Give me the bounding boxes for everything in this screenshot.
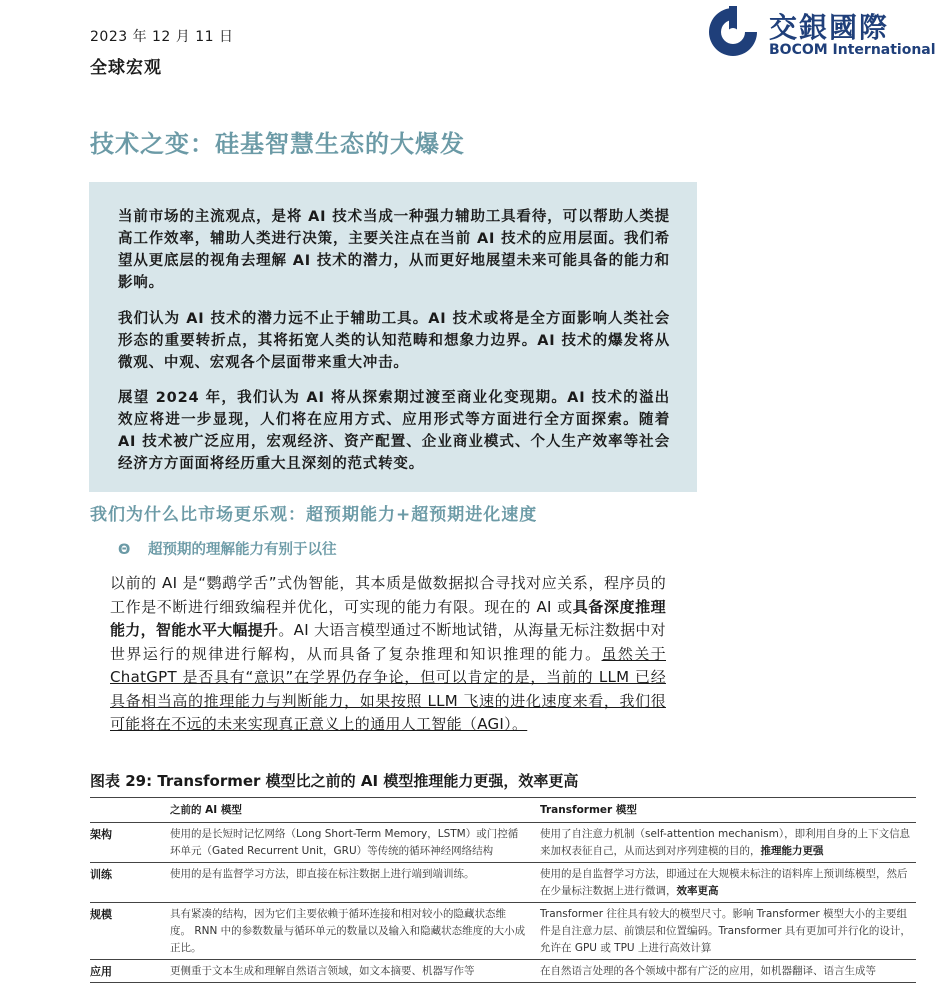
- body-paragraph: [110, 572, 666, 737]
- table-header-cell: Transformer 模型: [540, 798, 916, 823]
- summary-paragraph: 展望 2024 年，我们认为 AI 将从探索期过渡至商业化变现期。AI 技术的溢出效应将进一步显现，人们将在应用方式、应用形式等方面进行全方面探索。随着 AI 技术被广泛应用，宏观经济、资产配置、企业商业模式、个人生产效率等社会经济方方面面将经历重大且深刻的范式转变。: [118, 390, 670, 472]
- body-text-bold: 具备深度推理能力，智能水平大幅提升: [110, 597, 666, 639]
- bocom-logo: [705, 4, 936, 60]
- transformer-cell: [540, 960, 916, 983]
- page-title: 技术之变：硅基智慧生态的大爆发: [90, 130, 465, 158]
- logo-chinese-name: 交銀國際: [769, 11, 890, 44]
- prev-model-cell: 更侧重于文本生成和理解自然语言领域，如文本摘要、机器写作等: [170, 960, 540, 983]
- body-text-part2: 。AI 大语言模型通过不断地试错，从海量无标注数据中对世界运行的规律进行解构，从而具备了复杂推理和知识推理的能力。: [110, 621, 666, 663]
- table-header-row: [90, 798, 916, 823]
- logo-english-name: BOCOM International: [769, 42, 936, 58]
- transformer-cell-text: 使用了自注意力机制（self-attention mechanism），即利用自身的上下文信息来加权表征自己，从而达到对序列建模的目的，: [540, 828, 911, 857]
- bocom-logo-icon: [705, 4, 761, 60]
- transformer-cell: [540, 903, 916, 960]
- transformer-cell: [540, 863, 916, 903]
- table-header-cell: [90, 798, 170, 823]
- transformer-cell: [540, 823, 916, 863]
- report-date: 2023 年 12 月 11 日: [90, 29, 234, 45]
- transformer-cell-text: Transformer 往往具有较大的模型尺寸。影响 Transformer 模型大小的主要组件是自注意力层、前馈层和位置编码。Transformer 具有更加可并行化的设计，允许在 GPU 或 TPU 上进行高效计算: [540, 908, 911, 954]
- summary-paragraph: 我们认为 AI 技术的潜力远不止于辅助工具。AI 技术或将是全方面影响人类社会形态的重要转折点，其将拓宽人类的认知范畴和想象力边界。AI 技术的爆发将从微观、中观、宏观各个层面带来重大冲击。: [118, 311, 670, 371]
- figure-title: 图表 29: Transformer 模型比之前的 AI 模型推理能力更强，效率更高: [90, 772, 579, 790]
- theta-bullet-icon: Θ: [118, 542, 131, 558]
- row-label: 架构: [90, 823, 170, 863]
- prev-model-cell: 使用的是长短时记忆网络（Long Short-Term Memory，LSTM）或门控循环单元（Gated Recurrent Unit，GRU）等传统的循环神经网络结构: [170, 823, 540, 863]
- summary-paragraph: 当前市场的主流观点，是将 AI 技术当成一种强力辅助工具看待，可以帮助人类提高工作效率，辅助人类进行决策，主要关注点在当前 AI 技术的应用层面。我们希望从更底层的视角去理解 AI 技术的潜力，从而更好地展望未来可能具备的能力和影响。: [118, 209, 670, 291]
- subsection-heading: [118, 538, 337, 559]
- table-row: [90, 823, 916, 863]
- body-text-part1: 以前的 AI 是“鹦鹉学舌”式伪智能，其本质是做数据拟合寻找对应关系，程序员的工作是不断进行细致编程并优化，可实现的能力有限。现在的 AI 或: [110, 574, 666, 616]
- row-label: 训练: [90, 863, 170, 903]
- row-label: 规模: [90, 903, 170, 960]
- table-row: [90, 903, 916, 960]
- transformer-cell-highlight: 推理能力更强: [760, 845, 824, 857]
- section-heading: 我们为什么比市场更乐观：超预期能力+超预期进化速度: [90, 505, 538, 525]
- row-label: 应用: [90, 960, 170, 983]
- prev-model-cell: 具有紧凑的结构，因为它们主要依赖于循环连接和相对较小的隐藏状态维度。 RNN 中的参数数量与循环单元的数量以及输入和隐藏状态维度的大小成正比。: [170, 903, 540, 960]
- transformer-cell-highlight: 效率更高: [676, 885, 719, 897]
- report-series: 全球宏观: [90, 58, 162, 78]
- subsection-heading-text: 超预期的理解能力有别于以往: [148, 542, 337, 558]
- prev-model-cell: 使用的是有监督学习方法，即直接在标注数据上进行端到端训练。: [170, 863, 540, 903]
- table-row: [90, 863, 916, 903]
- comparison-table: [90, 797, 916, 983]
- transformer-cell-text: 在自然语言处理的各个领域中都有广泛的应用，如机器翻译、语言生成等: [540, 965, 876, 977]
- body-text-underlined: 虽然关于 ChatGPT 是否具有“意识”在学界仍存争论，但可以肯定的是，当前的 LLM 已经具备相当高的推理能力与判断能力，如果按照 LLM 飞速的进化速度来看，我们很可能将在不远的未来实现真正意义上的通用人工智能（AGI）。: [110, 644, 666, 733]
- table-row: [90, 960, 916, 983]
- transformer-cell-text: 使用的是自监督学习方法，即通过在大规模未标注的语料库上预训练模型，然后在少量标注数据上进行微调，: [540, 868, 908, 897]
- table-header-cell: 之前的 AI 模型: [170, 798, 540, 823]
